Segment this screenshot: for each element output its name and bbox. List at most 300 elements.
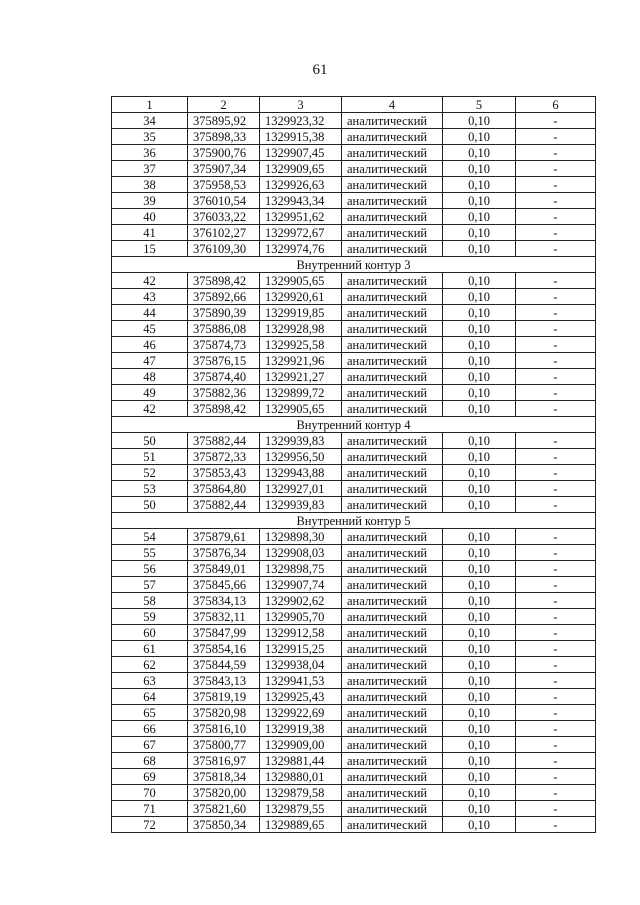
- method-cell: аналитический: [342, 673, 443, 689]
- accuracy-cell: 0,10: [443, 369, 516, 385]
- table-row: [112, 497, 596, 513]
- accuracy-cell: 0,10: [443, 561, 516, 577]
- x-coordinate-cell: 375882,44: [188, 433, 260, 449]
- y-coordinate-cell: 1329927,01: [260, 481, 342, 497]
- x-coordinate-cell: 375886,08: [188, 321, 260, 337]
- dash-cell: -: [516, 369, 596, 385]
- dash-cell: -: [516, 785, 596, 801]
- dash-cell: -: [516, 641, 596, 657]
- table-row: [112, 225, 596, 241]
- dash-cell: -: [516, 449, 596, 465]
- y-coordinate-cell: 1329880,01: [260, 769, 342, 785]
- x-coordinate-cell: 375800,77: [188, 737, 260, 753]
- method-cell: аналитический: [342, 801, 443, 817]
- y-coordinate-cell: 1329908,03: [260, 545, 342, 561]
- x-coordinate-cell: 375882,36: [188, 385, 260, 401]
- y-coordinate-cell: 1329928,98: [260, 321, 342, 337]
- method-cell: аналитический: [342, 465, 443, 481]
- accuracy-cell: 0,10: [443, 753, 516, 769]
- accuracy-cell: 0,10: [443, 769, 516, 785]
- point-number-cell: 62: [112, 657, 188, 673]
- point-number-cell: 39: [112, 193, 188, 209]
- dash-cell: -: [516, 385, 596, 401]
- point-number-cell: 48: [112, 369, 188, 385]
- coordinates-table: [111, 96, 596, 833]
- method-cell: аналитический: [342, 625, 443, 641]
- table-row: [112, 689, 596, 705]
- y-coordinate-cell: 1329951,62: [260, 209, 342, 225]
- method-cell: аналитический: [342, 753, 443, 769]
- y-coordinate-cell: 1329905,70: [260, 609, 342, 625]
- y-coordinate-cell: 1329898,75: [260, 561, 342, 577]
- x-coordinate-cell: 375847,99: [188, 625, 260, 641]
- header-row: [112, 97, 596, 113]
- y-coordinate-cell: 1329974,76: [260, 241, 342, 257]
- table-row: [112, 657, 596, 673]
- dash-cell: -: [516, 529, 596, 545]
- dash-cell: -: [516, 705, 596, 721]
- x-coordinate-cell: 375820,00: [188, 785, 260, 801]
- accuracy-cell: 0,10: [443, 737, 516, 753]
- y-coordinate-cell: 1329907,74: [260, 577, 342, 593]
- header-cell-1: 1: [112, 97, 188, 113]
- accuracy-cell: 0,10: [443, 449, 516, 465]
- header-cell-2: 2: [188, 97, 260, 113]
- method-cell: аналитический: [342, 817, 443, 833]
- point-number-cell: 46: [112, 337, 188, 353]
- dash-cell: -: [516, 273, 596, 289]
- y-coordinate-cell: 1329943,88: [260, 465, 342, 481]
- accuracy-cell: 0,10: [443, 593, 516, 609]
- x-coordinate-cell: 375845,66: [188, 577, 260, 593]
- table-row: [112, 193, 596, 209]
- point-number-cell: 67: [112, 737, 188, 753]
- point-number-cell: 57: [112, 577, 188, 593]
- section-title: Внутренний контур 5: [112, 513, 596, 529]
- y-coordinate-cell: 1329919,38: [260, 721, 342, 737]
- table-row: [112, 289, 596, 305]
- point-number-cell: 40: [112, 209, 188, 225]
- method-cell: аналитический: [342, 273, 443, 289]
- header-cell-3: 3: [260, 97, 342, 113]
- dash-cell: -: [516, 465, 596, 481]
- accuracy-cell: 0,10: [443, 353, 516, 369]
- x-coordinate-cell: 375898,33: [188, 129, 260, 145]
- y-coordinate-cell: 1329925,43: [260, 689, 342, 705]
- header-cell-4: 4: [342, 97, 443, 113]
- table-row: [112, 209, 596, 225]
- accuracy-cell: 0,10: [443, 129, 516, 145]
- x-coordinate-cell: 375874,73: [188, 337, 260, 353]
- dash-cell: -: [516, 161, 596, 177]
- x-coordinate-cell: 375832,11: [188, 609, 260, 625]
- point-number-cell: 59: [112, 609, 188, 625]
- method-cell: аналитический: [342, 689, 443, 705]
- method-cell: аналитический: [342, 449, 443, 465]
- method-cell: аналитический: [342, 593, 443, 609]
- accuracy-cell: 0,10: [443, 609, 516, 625]
- x-coordinate-cell: 375898,42: [188, 401, 260, 417]
- point-number-cell: 54: [112, 529, 188, 545]
- y-coordinate-cell: 1329941,53: [260, 673, 342, 689]
- accuracy-cell: 0,10: [443, 209, 516, 225]
- accuracy-cell: 0,10: [443, 705, 516, 721]
- dash-cell: -: [516, 801, 596, 817]
- point-number-cell: 71: [112, 801, 188, 817]
- dash-cell: -: [516, 561, 596, 577]
- point-number-cell: 53: [112, 481, 188, 497]
- method-cell: аналитический: [342, 721, 443, 737]
- x-coordinate-cell: 376102,27: [188, 225, 260, 241]
- table-row: [112, 321, 596, 337]
- x-coordinate-cell: 375898,42: [188, 273, 260, 289]
- method-cell: аналитический: [342, 705, 443, 721]
- method-cell: аналитический: [342, 177, 443, 193]
- y-coordinate-cell: 1329919,85: [260, 305, 342, 321]
- method-cell: аналитический: [342, 641, 443, 657]
- point-number-cell: 61: [112, 641, 188, 657]
- y-coordinate-cell: 1329909,65: [260, 161, 342, 177]
- dash-cell: -: [516, 481, 596, 497]
- dash-cell: -: [516, 113, 596, 129]
- accuracy-cell: 0,10: [443, 577, 516, 593]
- table-row: [112, 817, 596, 833]
- accuracy-cell: 0,10: [443, 225, 516, 241]
- section-title-row: [112, 257, 596, 273]
- accuracy-cell: 0,10: [443, 305, 516, 321]
- point-number-cell: 36: [112, 145, 188, 161]
- dash-cell: -: [516, 593, 596, 609]
- dash-cell: -: [516, 609, 596, 625]
- table-row: [112, 113, 596, 129]
- point-number-cell: 72: [112, 817, 188, 833]
- y-coordinate-cell: 1329926,63: [260, 177, 342, 193]
- point-number-cell: 38: [112, 177, 188, 193]
- accuracy-cell: 0,10: [443, 785, 516, 801]
- method-cell: аналитический: [342, 385, 443, 401]
- point-number-cell: 44: [112, 305, 188, 321]
- accuracy-cell: 0,10: [443, 401, 516, 417]
- y-coordinate-cell: 1329881,44: [260, 753, 342, 769]
- x-coordinate-cell: 375853,43: [188, 465, 260, 481]
- method-cell: аналитический: [342, 129, 443, 145]
- x-coordinate-cell: 375816,97: [188, 753, 260, 769]
- x-coordinate-cell: 375879,61: [188, 529, 260, 545]
- x-coordinate-cell: 375816,10: [188, 721, 260, 737]
- method-cell: аналитический: [342, 785, 443, 801]
- accuracy-cell: 0,10: [443, 529, 516, 545]
- accuracy-cell: 0,10: [443, 433, 516, 449]
- y-coordinate-cell: 1329899,72: [260, 385, 342, 401]
- dash-cell: -: [516, 145, 596, 161]
- y-coordinate-cell: 1329939,83: [260, 433, 342, 449]
- section-title-row: [112, 513, 596, 529]
- y-coordinate-cell: 1329898,30: [260, 529, 342, 545]
- method-cell: аналитический: [342, 481, 443, 497]
- point-number-cell: 51: [112, 449, 188, 465]
- point-number-cell: 69: [112, 769, 188, 785]
- method-cell: аналитический: [342, 113, 443, 129]
- method-cell: аналитический: [342, 737, 443, 753]
- accuracy-cell: 0,10: [443, 625, 516, 641]
- x-coordinate-cell: 375895,92: [188, 113, 260, 129]
- method-cell: аналитический: [342, 577, 443, 593]
- dash-cell: -: [516, 689, 596, 705]
- y-coordinate-cell: 1329905,65: [260, 401, 342, 417]
- dash-cell: -: [516, 305, 596, 321]
- x-coordinate-cell: 375818,34: [188, 769, 260, 785]
- dash-cell: -: [516, 769, 596, 785]
- point-number-cell: 68: [112, 753, 188, 769]
- table-row: [112, 161, 596, 177]
- point-number-cell: 55: [112, 545, 188, 561]
- accuracy-cell: 0,10: [443, 641, 516, 657]
- table-row: [112, 145, 596, 161]
- y-coordinate-cell: 1329909,00: [260, 737, 342, 753]
- y-coordinate-cell: 1329938,04: [260, 657, 342, 673]
- y-coordinate-cell: 1329889,65: [260, 817, 342, 833]
- section-title: Внутренний контур 4: [112, 417, 596, 433]
- accuracy-cell: 0,10: [443, 481, 516, 497]
- page-number: 61: [312, 62, 328, 78]
- dash-cell: -: [516, 545, 596, 561]
- table-row: [112, 177, 596, 193]
- point-number-cell: 50: [112, 433, 188, 449]
- section-title-row: [112, 417, 596, 433]
- method-cell: аналитический: [342, 353, 443, 369]
- accuracy-cell: 0,10: [443, 193, 516, 209]
- x-coordinate-cell: 375876,15: [188, 353, 260, 369]
- table-row: [112, 705, 596, 721]
- accuracy-cell: 0,10: [443, 497, 516, 513]
- y-coordinate-cell: 1329879,55: [260, 801, 342, 817]
- x-coordinate-cell: 375872,33: [188, 449, 260, 465]
- table-row: [112, 369, 596, 385]
- x-coordinate-cell: 375820,98: [188, 705, 260, 721]
- point-number-cell: 42: [112, 401, 188, 417]
- x-coordinate-cell: 375819,19: [188, 689, 260, 705]
- dash-cell: -: [516, 433, 596, 449]
- table-row: [112, 529, 596, 545]
- point-number-cell: 42: [112, 273, 188, 289]
- x-coordinate-cell: 375907,34: [188, 161, 260, 177]
- method-cell: аналитический: [342, 369, 443, 385]
- y-coordinate-cell: 1329921,96: [260, 353, 342, 369]
- accuracy-cell: 0,10: [443, 657, 516, 673]
- accuracy-cell: 0,10: [443, 673, 516, 689]
- dash-cell: -: [516, 753, 596, 769]
- point-number-cell: 56: [112, 561, 188, 577]
- table-row: [112, 673, 596, 689]
- y-coordinate-cell: 1329907,45: [260, 145, 342, 161]
- method-cell: аналитический: [342, 241, 443, 257]
- point-number-cell: 50: [112, 497, 188, 513]
- accuracy-cell: 0,10: [443, 801, 516, 817]
- table-row: [112, 545, 596, 561]
- table-row: [112, 737, 596, 753]
- method-cell: аналитический: [342, 609, 443, 625]
- y-coordinate-cell: 1329943,34: [260, 193, 342, 209]
- point-number-cell: 43: [112, 289, 188, 305]
- table-row: [112, 593, 596, 609]
- table-row: [112, 801, 596, 817]
- x-coordinate-cell: 375958,53: [188, 177, 260, 193]
- y-coordinate-cell: 1329922,69: [260, 705, 342, 721]
- accuracy-cell: 0,10: [443, 321, 516, 337]
- y-coordinate-cell: 1329939,83: [260, 497, 342, 513]
- method-cell: аналитический: [342, 209, 443, 225]
- table-row: [112, 769, 596, 785]
- method-cell: аналитический: [342, 193, 443, 209]
- table-row: [112, 561, 596, 577]
- dash-cell: -: [516, 241, 596, 257]
- dash-cell: -: [516, 209, 596, 225]
- accuracy-cell: 0,10: [443, 545, 516, 561]
- y-coordinate-cell: 1329915,38: [260, 129, 342, 145]
- y-coordinate-cell: 1329972,67: [260, 225, 342, 241]
- point-number-cell: 15: [112, 241, 188, 257]
- accuracy-cell: 0,10: [443, 721, 516, 737]
- dash-cell: -: [516, 337, 596, 353]
- accuracy-cell: 0,10: [443, 289, 516, 305]
- y-coordinate-cell: 1329956,50: [260, 449, 342, 465]
- table-row: [112, 481, 596, 497]
- point-number-cell: 63: [112, 673, 188, 689]
- table-row: [112, 241, 596, 257]
- dash-cell: -: [516, 737, 596, 753]
- method-cell: аналитический: [342, 497, 443, 513]
- accuracy-cell: 0,10: [443, 161, 516, 177]
- x-coordinate-cell: 375892,66: [188, 289, 260, 305]
- method-cell: аналитический: [342, 401, 443, 417]
- dash-cell: -: [516, 321, 596, 337]
- x-coordinate-cell: 376033,22: [188, 209, 260, 225]
- accuracy-cell: 0,10: [443, 337, 516, 353]
- method-cell: аналитический: [342, 145, 443, 161]
- x-coordinate-cell: 375882,44: [188, 497, 260, 513]
- accuracy-cell: 0,10: [443, 145, 516, 161]
- table-row: [112, 337, 596, 353]
- x-coordinate-cell: 375821,60: [188, 801, 260, 817]
- dash-cell: -: [516, 225, 596, 241]
- table-row: [112, 785, 596, 801]
- y-coordinate-cell: 1329905,65: [260, 273, 342, 289]
- table-row: [112, 401, 596, 417]
- point-number-cell: 52: [112, 465, 188, 481]
- dash-cell: -: [516, 401, 596, 417]
- y-coordinate-cell: 1329923,32: [260, 113, 342, 129]
- x-coordinate-cell: 375844,59: [188, 657, 260, 673]
- section-title: Внутренний контур 3: [112, 257, 596, 273]
- dash-cell: -: [516, 625, 596, 641]
- table-row: [112, 353, 596, 369]
- dash-cell: -: [516, 673, 596, 689]
- y-coordinate-cell: 1329920,61: [260, 289, 342, 305]
- point-number-cell: 34: [112, 113, 188, 129]
- method-cell: аналитический: [342, 433, 443, 449]
- x-coordinate-cell: 375854,16: [188, 641, 260, 657]
- method-cell: аналитический: [342, 529, 443, 545]
- method-cell: аналитический: [342, 305, 443, 321]
- point-number-cell: 66: [112, 721, 188, 737]
- table-row: [112, 625, 596, 641]
- accuracy-cell: 0,10: [443, 273, 516, 289]
- dash-cell: -: [516, 177, 596, 193]
- x-coordinate-cell: 375874,40: [188, 369, 260, 385]
- point-number-cell: 47: [112, 353, 188, 369]
- table-row: [112, 721, 596, 737]
- y-coordinate-cell: 1329902,62: [260, 593, 342, 609]
- header-cell-6: 6: [516, 97, 596, 113]
- dash-cell: -: [516, 657, 596, 673]
- dash-cell: -: [516, 353, 596, 369]
- y-coordinate-cell: 1329912,58: [260, 625, 342, 641]
- method-cell: аналитический: [342, 225, 443, 241]
- point-number-cell: 37: [112, 161, 188, 177]
- method-cell: аналитический: [342, 545, 443, 561]
- x-coordinate-cell: 376010,54: [188, 193, 260, 209]
- accuracy-cell: 0,10: [443, 689, 516, 705]
- table-row: [112, 305, 596, 321]
- point-number-cell: 58: [112, 593, 188, 609]
- table-row: [112, 433, 596, 449]
- y-coordinate-cell: 1329915,25: [260, 641, 342, 657]
- dash-cell: -: [516, 577, 596, 593]
- x-coordinate-cell: 375890,39: [188, 305, 260, 321]
- dash-cell: -: [516, 497, 596, 513]
- y-coordinate-cell: 1329925,58: [260, 337, 342, 353]
- table-body: [112, 113, 596, 833]
- accuracy-cell: 0,10: [443, 177, 516, 193]
- point-number-cell: 49: [112, 385, 188, 401]
- table-row: [112, 577, 596, 593]
- point-number-cell: 41: [112, 225, 188, 241]
- accuracy-cell: 0,10: [443, 385, 516, 401]
- table-row: [112, 449, 596, 465]
- accuracy-cell: 0,10: [443, 241, 516, 257]
- dash-cell: -: [516, 289, 596, 305]
- x-coordinate-cell: 375864,80: [188, 481, 260, 497]
- method-cell: аналитический: [342, 769, 443, 785]
- method-cell: аналитический: [342, 161, 443, 177]
- accuracy-cell: 0,10: [443, 817, 516, 833]
- table-row: [112, 753, 596, 769]
- method-cell: аналитический: [342, 289, 443, 305]
- table-row: [112, 465, 596, 481]
- method-cell: аналитический: [342, 337, 443, 353]
- accuracy-cell: 0,10: [443, 113, 516, 129]
- point-number-cell: 64: [112, 689, 188, 705]
- x-coordinate-cell: 375876,34: [188, 545, 260, 561]
- dash-cell: -: [516, 193, 596, 209]
- dash-cell: -: [516, 817, 596, 833]
- method-cell: аналитический: [342, 321, 443, 337]
- y-coordinate-cell: 1329921,27: [260, 369, 342, 385]
- x-coordinate-cell: 375843,13: [188, 673, 260, 689]
- x-coordinate-cell: 375900,76: [188, 145, 260, 161]
- table-row: [112, 129, 596, 145]
- x-coordinate-cell: 375850,34: [188, 817, 260, 833]
- table-row: [112, 609, 596, 625]
- dash-cell: -: [516, 129, 596, 145]
- point-number-cell: 70: [112, 785, 188, 801]
- dash-cell: -: [516, 721, 596, 737]
- table-row: [112, 273, 596, 289]
- point-number-cell: 60: [112, 625, 188, 641]
- point-number-cell: 35: [112, 129, 188, 145]
- method-cell: аналитический: [342, 657, 443, 673]
- x-coordinate-cell: 376109,30: [188, 241, 260, 257]
